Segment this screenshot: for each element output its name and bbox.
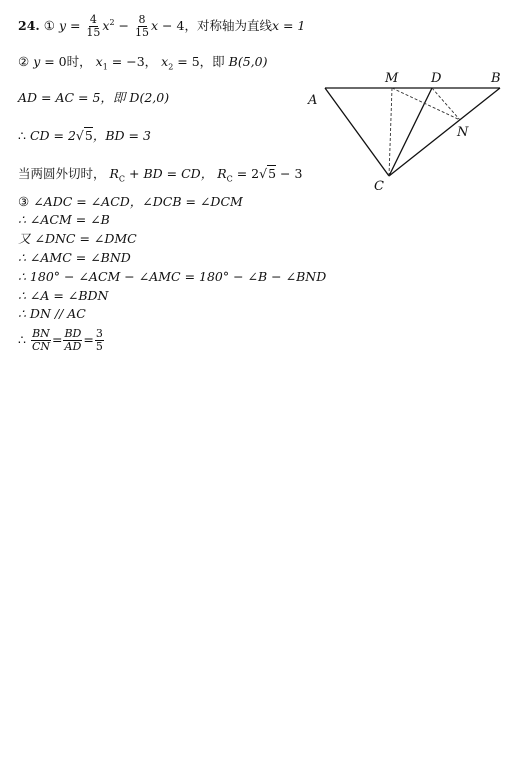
cd-equation: CD = 2 (29, 128, 76, 143)
line-angles-6: ∴ ∠A = ∠BDN (18, 288, 109, 303)
line-angles-5: ∴ 180° − ∠ACM − ∠AMC = 180° − ∠B − ∠BND (18, 269, 327, 284)
ad-ac-equation: AD = AC = 5，即 (18, 90, 126, 105)
line-parallel: ∴ DN // AC (18, 306, 86, 321)
rc-sqrt: 5 (268, 166, 277, 181)
line-ad-ac (18, 90, 169, 106)
line-angles-1 (18, 194, 243, 210)
therefore-symbol-2: ∴ (18, 332, 26, 347)
segment-dn-dashed (432, 88, 460, 120)
axis-equation: x = 1 (271, 18, 306, 33)
bd-equation: ，BD = 3 (92, 128, 151, 143)
segment-mn-dashed (392, 88, 460, 120)
label-n: N (457, 125, 469, 140)
step2-marker: ② (18, 54, 30, 69)
fraction-3-5: $\frac{3}{5}$ (95, 327, 103, 353)
cd-sqrt: 5 (84, 128, 93, 143)
x1-equation: = −3， (111, 54, 158, 69)
therefore-symbol: ∴ (18, 128, 26, 143)
point-d: D(2,0) (129, 90, 170, 105)
point-b: B(5,0) (228, 54, 268, 69)
line-angles-2: ∴ ∠ACM = ∠B (18, 212, 110, 227)
label-m: M (385, 71, 399, 86)
problem-number: 24. (18, 18, 40, 33)
y-zero-note: 时， (66, 54, 92, 69)
fraction-bd-ad: $\frac{BD}{AD}$ (64, 327, 82, 353)
line-tangent: 当两圆外切时， $R_C$ + BD = CD， $R_C = 2√5 - 3$ (18, 166, 303, 184)
fraction-4-15: $\frac{4}{15}$ (86, 13, 101, 39)
rc-equation-1: + BD = CD， (129, 166, 214, 181)
line-ratio: ∴ $\frac{BN}{CN}$ = $\frac{BD}{AD}$ = $\frac{3}{5}$ (18, 327, 103, 353)
label-d: D (431, 71, 442, 86)
rc-equation-2: = 2 (236, 166, 260, 181)
fraction-8-15: $\frac{8}{15}$ (135, 13, 149, 39)
line-equation: 24. ① y = $\frac{4}{15}$ $x^2$ − $\frac{8}{15}$ x − 4，对称轴为直线x = 1 (18, 13, 306, 39)
line-cd: ∴ CD = 2√5，BD = 3 (18, 128, 151, 143)
segment-bc (389, 88, 500, 176)
axis-note: ，对称轴为直线 (184, 18, 272, 33)
line-angles-4: ∴ ∠AMC = ∠BND (18, 250, 131, 265)
segment-dc (389, 88, 432, 176)
angle-equation-1: ∠ADC = ∠ACD，∠DCB = ∠DCM (33, 194, 243, 209)
step3-marker: ③ (18, 194, 30, 209)
line-roots: ② y = 0时， $x_1 = -3$， $x_2 = 5$，即 B(5,0) (18, 54, 268, 72)
line-angles-3: 又 ∠DNC = ∠DMC (18, 231, 137, 246)
rc-minus: − 3 (276, 166, 303, 181)
step1-marker: ① (43, 18, 55, 33)
geometry-figure (300, 66, 510, 196)
segment-ac (325, 88, 389, 176)
fraction-bn-cn: $\frac{BN}{CN}$ (31, 327, 50, 353)
tangent-text: 当两圆外切时， (18, 166, 106, 181)
label-a: A (308, 93, 318, 108)
label-c: C (374, 179, 384, 194)
x2-equation: = 5，即 (177, 54, 225, 69)
segment-mc-dashed (389, 88, 392, 176)
label-b: B (491, 71, 501, 86)
